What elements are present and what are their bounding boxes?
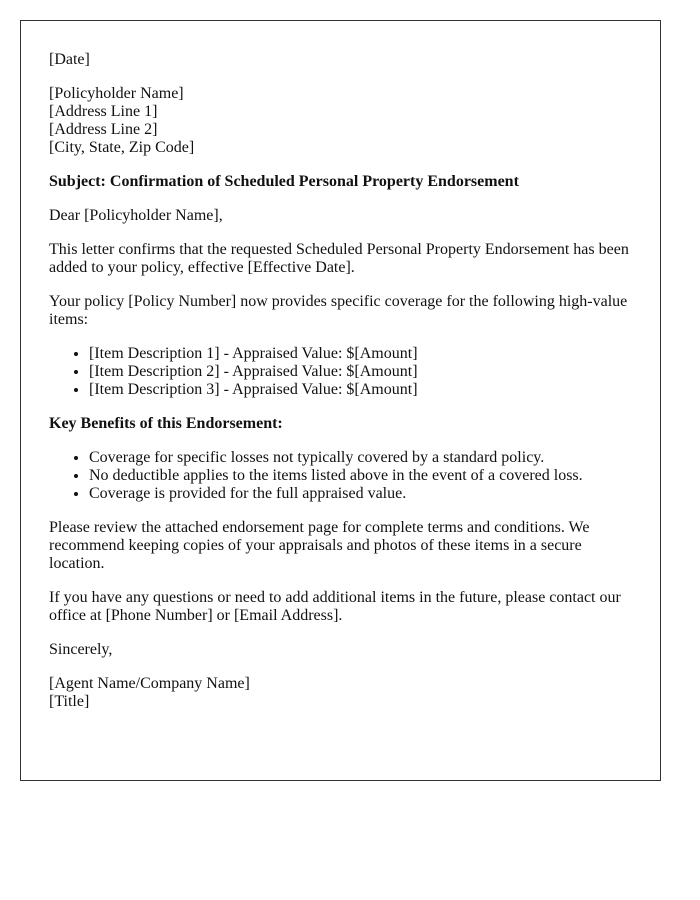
letter-subject: Subject: Confirmation of Scheduled Personal Property Endorsement xyxy=(49,173,519,190)
signature-name: [Agent Name/Company Name] xyxy=(49,675,250,692)
coverage-intro-paragraph: Your policy [Policy Number] now provides specific coverage for the following high-value items: xyxy=(49,293,628,328)
signature-block xyxy=(49,675,632,711)
benefits-heading: Key Benefits of this Endorsement: xyxy=(49,415,283,432)
list-item: • Coverage is provided for the full appraised value. xyxy=(89,485,632,503)
signature-title: [Title] xyxy=(49,693,90,710)
list-item: • [Item Description 2] - Appraised Value: $[Amount] xyxy=(89,363,632,381)
city-state-zip: [City, State, Zip Code] xyxy=(49,139,195,156)
recipient-address xyxy=(49,85,632,157)
salutation: Dear [Policyholder Name], xyxy=(49,207,223,224)
list-item: • [Item Description 3] - Appraised Value: $[Amount] xyxy=(89,381,632,399)
letter-page xyxy=(20,20,661,781)
letter-date: [Date] xyxy=(49,51,90,68)
address-line-1: [Address Line 1] xyxy=(49,103,158,120)
scheduled-items-list xyxy=(49,345,632,399)
address-line-2: [Address Line 2] xyxy=(49,121,158,138)
contact-paragraph: If you have any questions or need to add additional items in the future, please contact our office at [Phone Number] or [Email Address]. xyxy=(49,589,621,624)
recipient-name: [Policyholder Name] xyxy=(49,85,184,102)
benefits-list xyxy=(49,449,632,503)
list-item: • No deductible applies to the items listed above in the event of a covered loss. xyxy=(89,467,632,485)
list-item: • [Item Description 1] - Appraised Value: $[Amount] xyxy=(89,345,632,363)
closing: Sincerely, xyxy=(49,641,113,658)
confirmation-paragraph: This letter confirms that the requested Scheduled Personal Property Endorsement has been added to your policy, effective [Effective Date]. xyxy=(49,241,629,276)
list-item: • Coverage for specific losses not typically covered by a standard policy. xyxy=(89,449,632,467)
review-paragraph: Please review the attached endorsement page for complete terms and conditions. We recommend keeping copies of your appraisals and photos of these items in a secure location. xyxy=(49,519,590,572)
